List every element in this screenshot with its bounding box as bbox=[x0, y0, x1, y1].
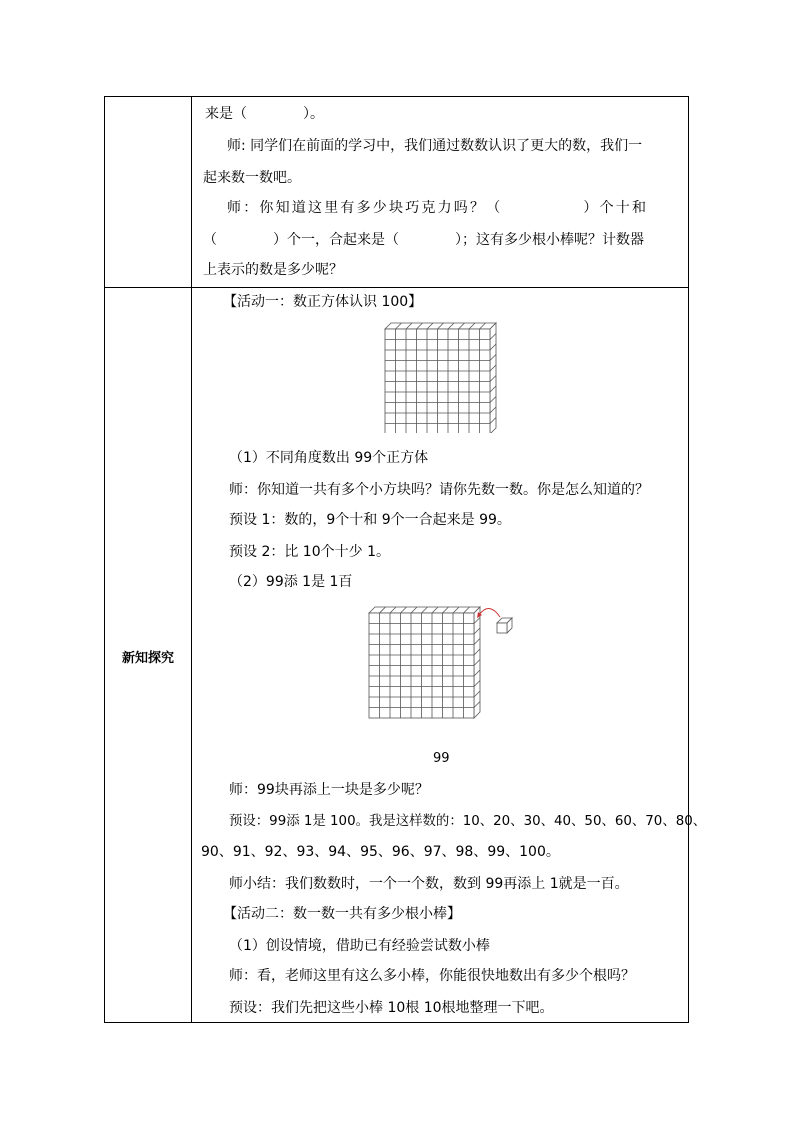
line-3: 起来数一数吧。 bbox=[203, 170, 301, 186]
item-2: （2）99添 1是 1百 bbox=[229, 574, 353, 590]
question-1: 师：你知道一共有多个小方块吗？请你先数一数。你是怎么知道的？ bbox=[229, 482, 649, 498]
preset-4: 预设：我们先把这些小棒 10根 10根地整理一下吧。 bbox=[229, 1000, 554, 1016]
item-3: （1）创设情境，借助已有经验尝试数小棒 bbox=[229, 938, 490, 954]
line-2: 师: 同学们在前面的学习中，我们通过数数认识了更大的数，我们一 bbox=[227, 138, 643, 154]
activity2-title: 【活动二：数一数一共有多少根小棒】 bbox=[223, 906, 461, 922]
preset-3b: 90、91、92、93、94、95、96、97、98、99、100。 bbox=[201, 844, 560, 860]
section2-label: 新知探究 bbox=[121, 651, 174, 666]
question-3: 师：看，老师这里有这么多小棒，你能很快地数出有多少个根吗？ bbox=[229, 968, 635, 984]
row-divider bbox=[105, 287, 688, 288]
column-divider bbox=[191, 97, 192, 1022]
summary: 师小结：我们数数时，一个一个数，数到 99再添上 1就是一百。 bbox=[229, 876, 629, 892]
move-arrow bbox=[479, 608, 500, 617]
line-6: 上表示的数是多少呢？ bbox=[203, 262, 343, 278]
preset-2: 预设 2：比 10个十少 1。 bbox=[229, 544, 390, 560]
line-1: 来是（ ）。 bbox=[205, 106, 324, 122]
activity1-title: 【活动一：数正方体认识 100】 bbox=[223, 294, 423, 310]
line-5: （ ）个一，合起来是（ ）；这有多少根小棒呢？计数器 bbox=[203, 232, 644, 248]
question-2: 师：99块再添上一块是多少呢？ bbox=[229, 782, 429, 798]
lesson-table bbox=[104, 96, 707, 1023]
line-4: 师：你知道这里有多少块巧克力吗？（ ）个十和 bbox=[227, 200, 649, 216]
preset-1: 预设 1：数的，9个十和 9个一合起来是 99。 bbox=[229, 512, 511, 528]
item-1: （1）不同角度数出 99个正方体 bbox=[229, 450, 429, 466]
preset-3a: 预设：99添 1是 100。我是这样数的：10、20、30、40、50、60、70、80、 bbox=[229, 814, 707, 829]
cube-grid-figure-1 bbox=[383, 321, 501, 433]
figure-2-caption: 99 bbox=[433, 751, 450, 766]
single-cube-front bbox=[497, 623, 507, 633]
cube-grid-figure-2 bbox=[367, 605, 527, 733]
